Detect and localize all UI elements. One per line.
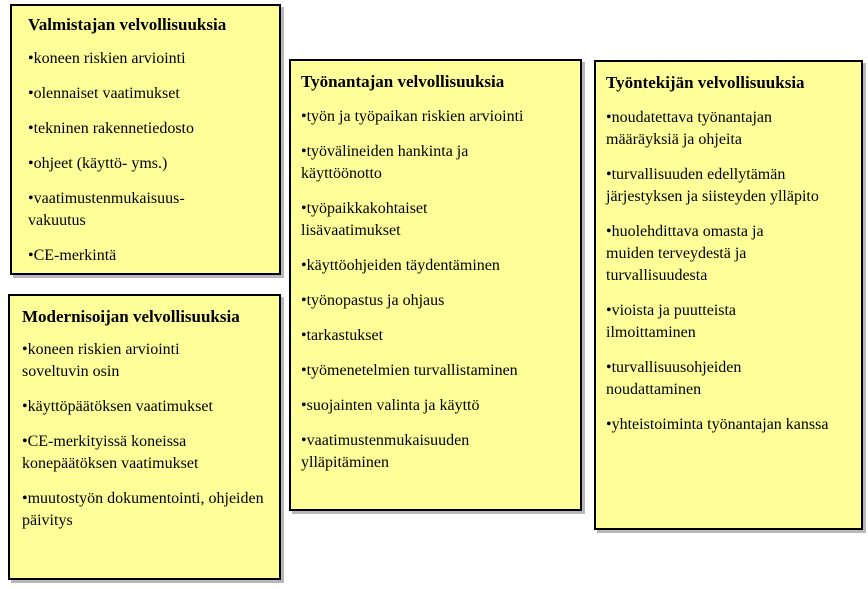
list-item: • työmenetelmien turvallistaminen [301,360,574,382]
employee-duties-list [606,107,855,436]
manufacturer-duties-box [10,4,281,275]
list-item: • työnopastus ja ohjaus [301,290,574,312]
list-item: • tekninen rakennetiedosto [28,118,269,140]
employer-duties-list [301,106,574,474]
list-item: • vioista ja puutteista ilmoittaminen [606,300,806,344]
employee-duties-title: Työntekijän velvollisuuksia [606,73,805,92]
modernizer-duties-title: Modernisoijan velvollisuuksia [22,307,240,326]
list-item: • huolehdittava omasta ja muiden terveydestä ja turvallisuudesta [606,221,811,287]
employer-duties-box [289,59,582,511]
list-item: • suojainten valinta ja käyttö [301,395,574,417]
list-item: • noudatettava työnantajan määräyksiä ja ohjeita [606,107,816,151]
list-item: • muutostyön dokumentointi, ohjeiden päivitys [22,488,267,532]
list-item: • vaatimustenmukaisuus-vakuutus [28,188,233,232]
list-item: • käyttöohjeiden täydentäminen [301,255,574,277]
list-item: • CE-merkintä [28,245,269,267]
list-item: • työpaikkakohtaiset lisävaatimukset [301,198,471,242]
list-item: • koneen riskien arviointi [28,48,269,70]
list-item: • ohjeet (käyttö- yms.) [28,153,269,175]
manufacturer-duties-list [28,48,269,267]
modernizer-duties-list [22,339,273,532]
list-item: • turvallisuusohjeiden noudattaminen [606,357,796,401]
modernizer-duties-box [8,294,281,580]
list-item: • koneen riskien arviointi soveltuvin osin [22,339,237,383]
list-item: • työn ja työpaikan riskien arviointi [301,106,526,128]
employee-duties-box [594,60,863,530]
employer-duties-title: Työnantajan velvollisuuksia [301,72,505,91]
list-item: • vaatimustenmukaisuuden ylläpitäminen [301,430,516,474]
list-item: • yhteistoiminta työnantajan kanssa [606,414,831,436]
list-item: • olennaiset vaatimukset [28,83,269,105]
list-item: • turvallisuuden edellytämän järjestyksen ja siisteyden ylläpito [606,164,836,208]
list-item: • CE-merkityissä koneissa konepäätöksen vaatimukset [22,431,257,475]
list-item: • työvälineiden hankinta ja käyttöönotto [301,141,521,185]
list-item: • käyttöpäätöksen vaatimukset [22,396,273,418]
list-item: • tarkastukset [301,325,574,347]
manufacturer-duties-title: Valmistajan velvollisuuksia [28,15,227,34]
